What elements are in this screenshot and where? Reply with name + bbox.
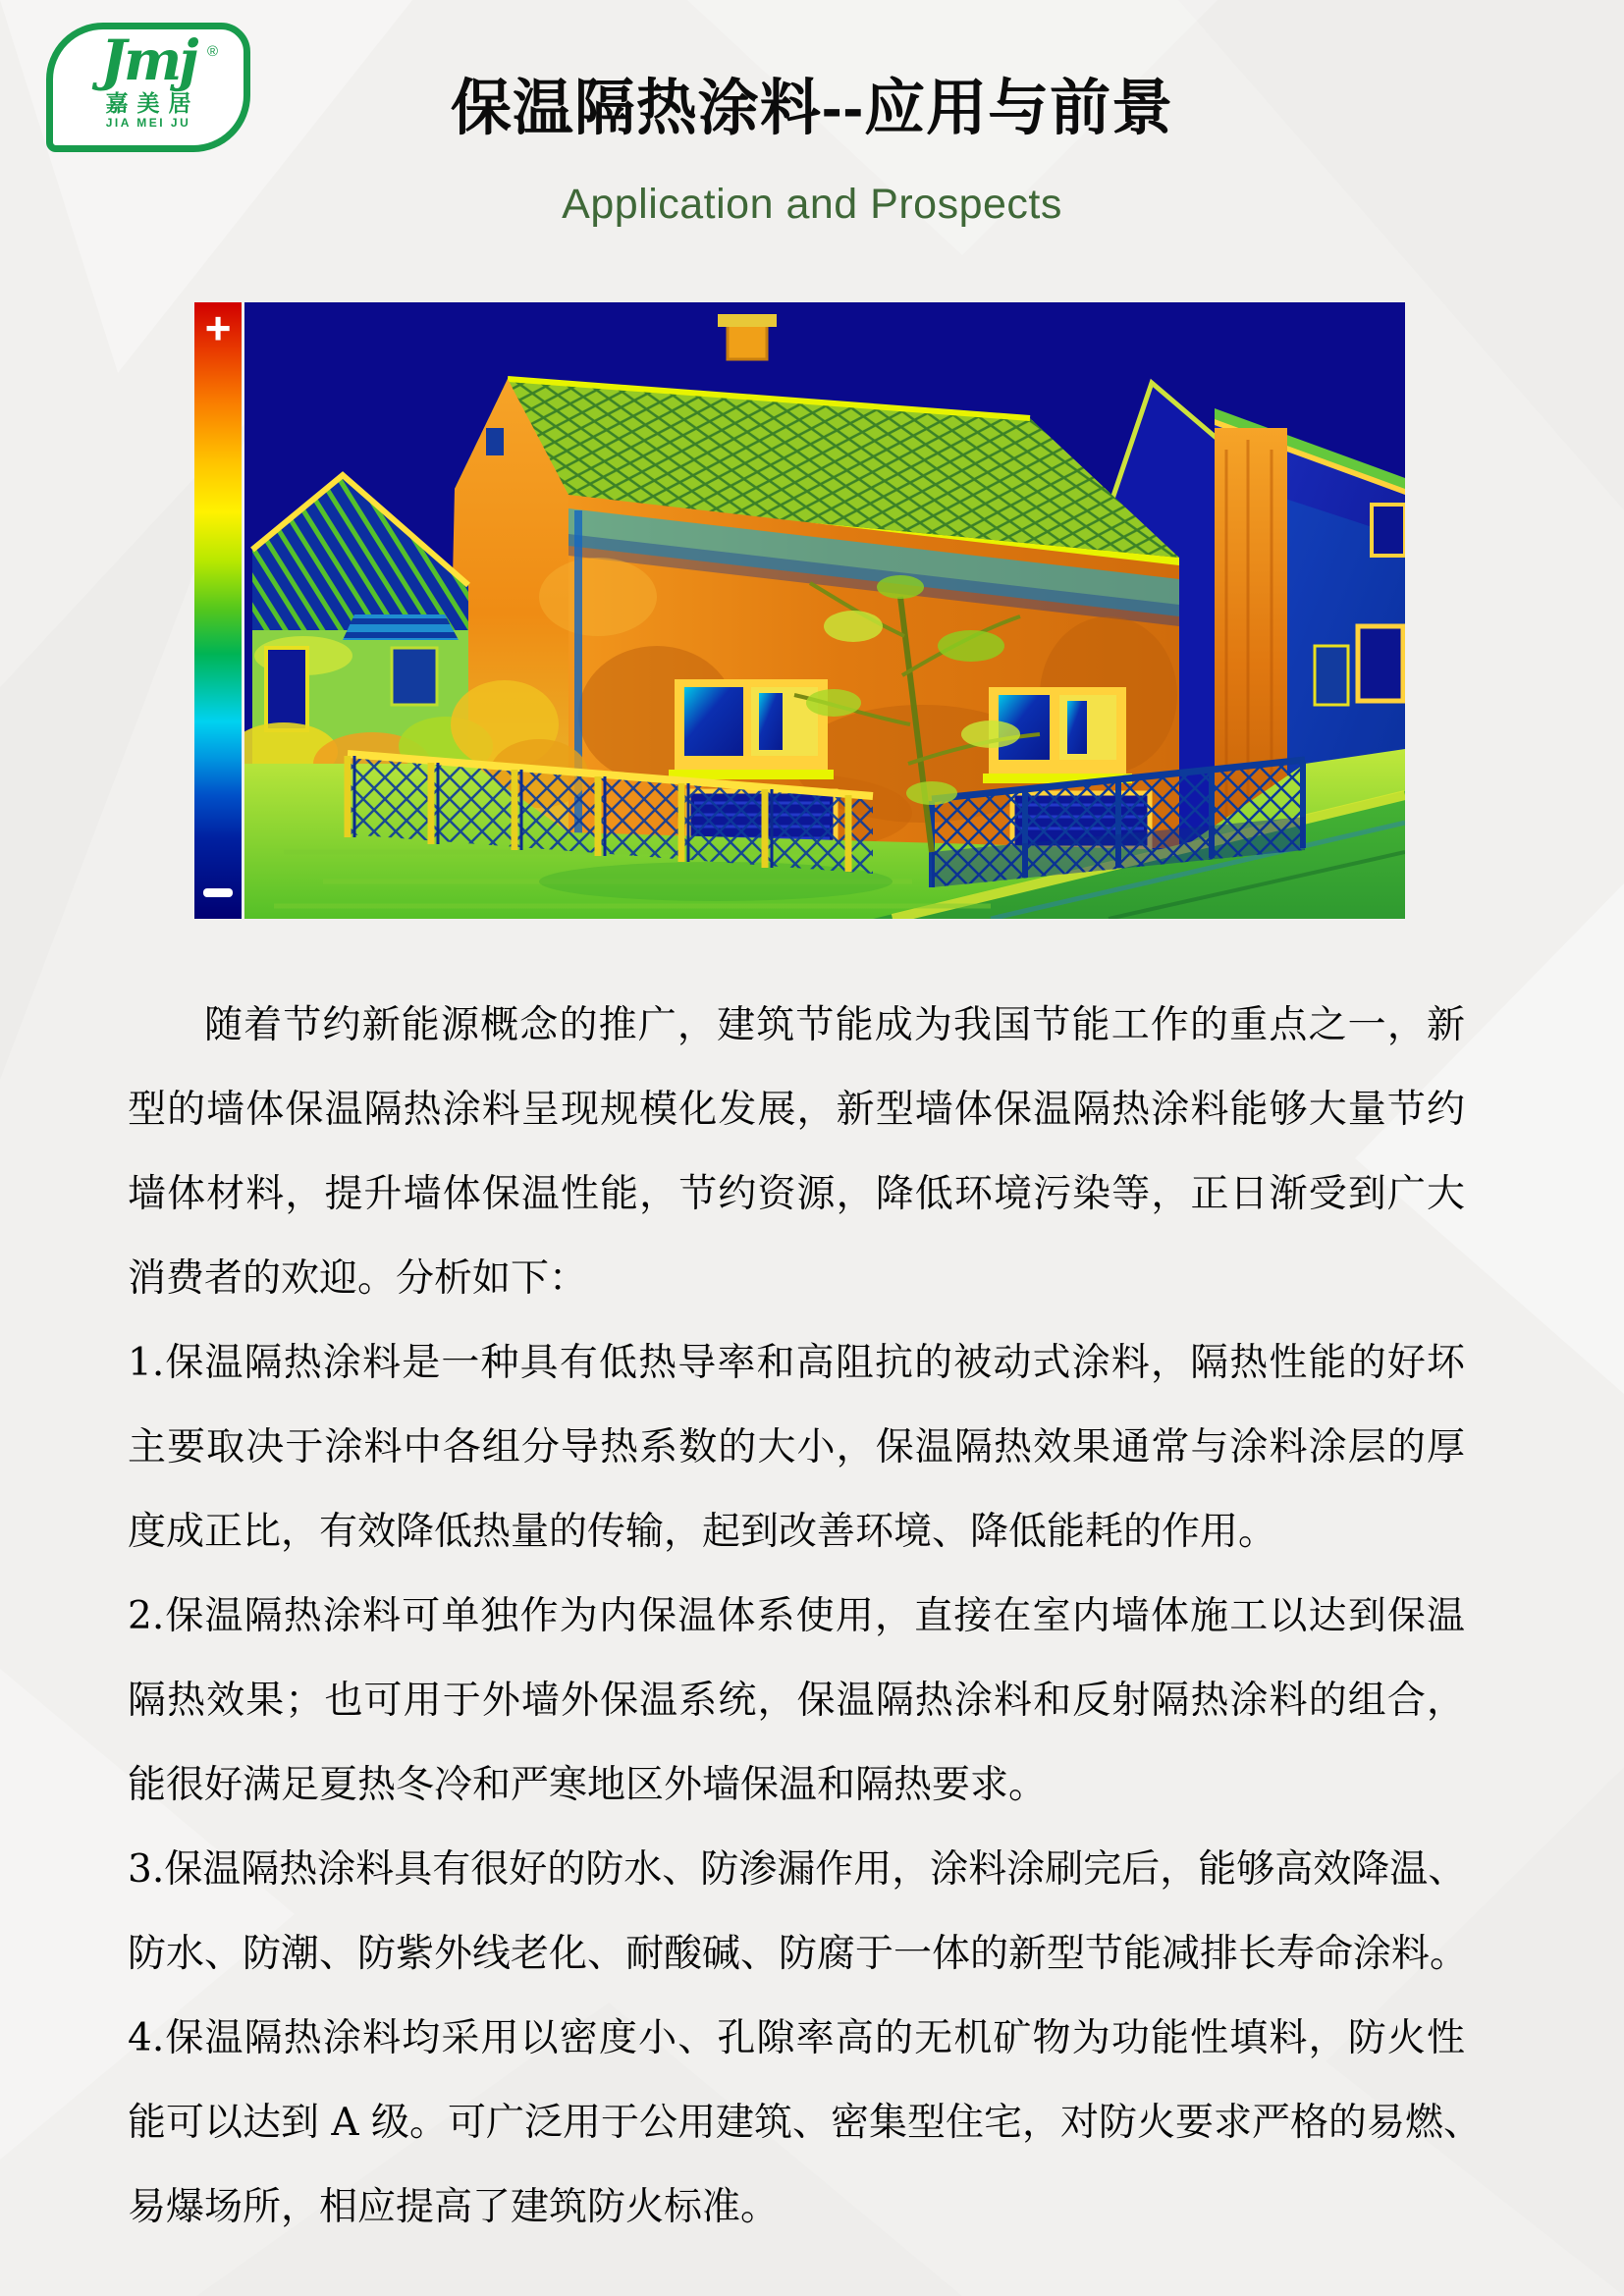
body-line: 能可以达到 A 级。可广泛用于公用建筑、密集型住宅，对防火要求严格的易燃、	[128, 2101, 1482, 2145]
scale-minus-label	[203, 888, 233, 897]
logo-monogram: Jmj	[100, 28, 196, 93]
body-line: 随着节约新能源概念的推广，建筑节能成为我国节能工作的重点之一，新	[204, 1003, 1465, 1047]
page-subtitle: Application and Prospects	[562, 181, 1062, 228]
thermal-figure	[194, 302, 1405, 919]
scale-plus-label: +	[204, 302, 232, 353]
body-line: 型的墙体保温隔热涂料呈现规模化发展，新型墙体保温隔热涂料能够大量节约	[128, 1088, 1465, 1132]
body-line: 主要取决于涂料中各组分导热系数的大小，保温隔热效果通常与涂料涂层的厚	[128, 1425, 1465, 1469]
body-line: 易爆场所，相应提高了建筑防火标准。	[128, 2185, 780, 2229]
body-line: 4.保温隔热涂料均采用以密度小、孔隙率高的无机矿物为功能性填料，防火性	[128, 2016, 1465, 2060]
body-line: 消费者的欢迎。分析如下：	[128, 1256, 588, 1301]
body-text	[128, 984, 1482, 2250]
logo-name-en: JIA MEI JU	[105, 116, 191, 130]
body-line: 墙体材料，提升墙体保温性能，节约资源，降低环境污染等，正日渐受到广大	[128, 1172, 1465, 1216]
thermal-photo	[244, 302, 1405, 919]
logo-name-cn: 嘉美居	[105, 90, 200, 116]
body-line: 隔热效果；也可用于外墙外保温系统，保温隔热涂料和反射隔热涂料的组合，	[128, 1679, 1465, 1723]
body-line: 2.保温隔热涂料可单独作为内保温体系使用，直接在室内墙体施工以达到保温	[128, 1594, 1465, 1638]
page-title: 保温隔热涂料--应用与前景	[450, 75, 1174, 142]
body-line: 3.保温隔热涂料具有很好的防水、防渗漏作用，涂料涂刷完后，能够高效降温、	[128, 1847, 1467, 1892]
body-line: 能很好满足夏热冬冷和严寒地区外墙保温和隔热要求。	[128, 1763, 1048, 1807]
body-line: 防水、防潮、防紫外线老化、耐酸碱、防腐于一体的新型节能减排长寿命涂料。	[128, 1932, 1469, 1976]
body-line: 1.保温隔热涂料是一种具有低热导率和高阻抗的被动式涂料，隔热性能的好坏	[128, 1341, 1465, 1385]
body-line: 度成正比，有效降低热量的传输，起到改善环境、降低能耗的作用。	[128, 1510, 1277, 1554]
registered-trademark-icon: ®	[206, 43, 218, 60]
thermal-scale-bar	[194, 302, 242, 919]
